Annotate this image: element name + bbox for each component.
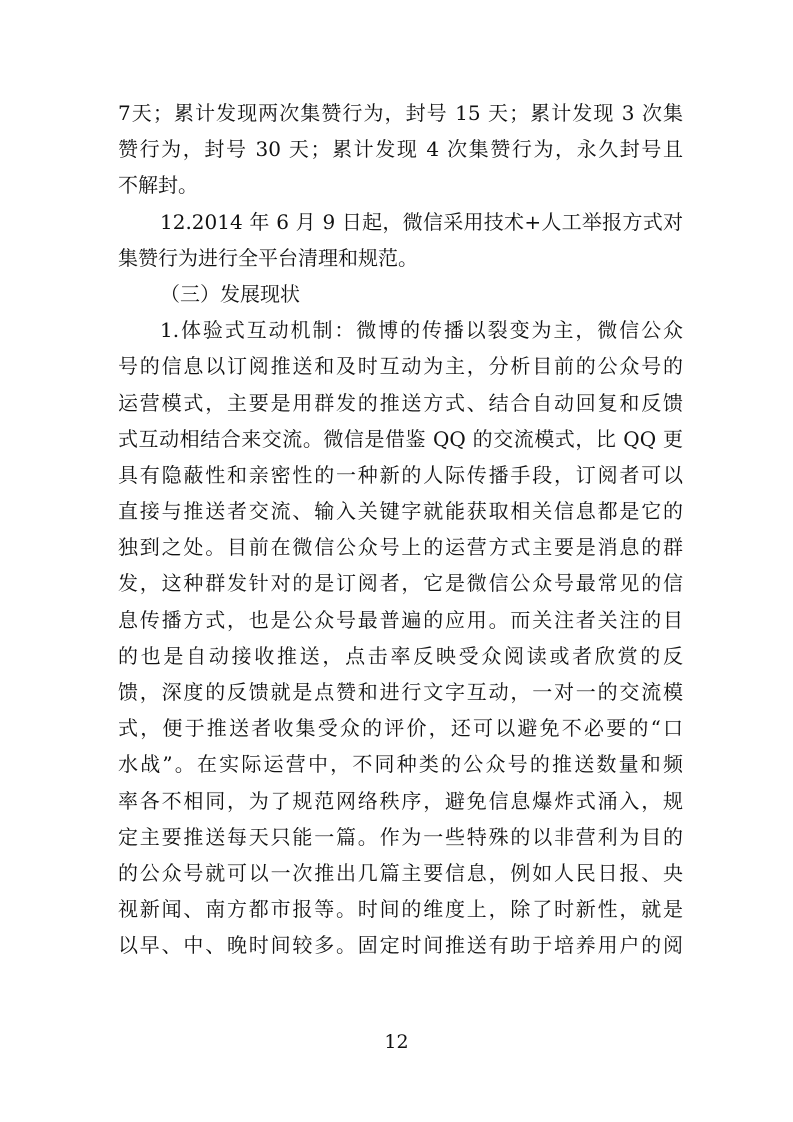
text-line: 馈，深度的反馈就是点赞和进行文字互动，一对一的交流模 — [118, 680, 683, 704]
text-line: 式互动相结合来交流。微信是借鉴 QQ 的交流模式，比 QQ 更 — [118, 426, 683, 451]
page-number: 12 — [384, 1031, 409, 1053]
text-line: 运营模式，主要是用群发的推送方式、结合自动回复和反馈 — [118, 390, 683, 415]
text-line: 发，这种群发针对的是订阅者，它是微信公众号最常见的信 — [118, 571, 683, 596]
text-line: 直接与推送者交流、输入关键字就能获取相关信息都是它的 — [118, 499, 683, 524]
paragraph-item-12 — [118, 204, 683, 276]
document-body — [118, 95, 683, 964]
text-line: 息传播方式，也是公众号最普遍的应用。而关注者关注的目 — [118, 607, 683, 632]
text-line: 赞行为，封号 30 天；累计发现 4 次集赞行为，永久封号且 — [118, 137, 683, 162]
text-line: 视新闻、南方都市报等。时间的维度上，除了时新性，就是 — [118, 897, 683, 922]
text-line: 具有隐蔽性和亲密性的一种新的人际传播手段，订阅者可以 — [118, 462, 683, 487]
text-line: 集赞行为进行全平台清理和规范。 — [118, 245, 418, 270]
paragraph-ban-rules — [118, 95, 683, 204]
text-line: 的公众号就可以一次推出几篇主要信息，例如人民日报、央 — [118, 860, 683, 885]
text-line: 水战”。在实际运营中，不同种类的公众号的推送数量和频 — [118, 752, 683, 777]
text-line: 独到之处。目前在微信公众号上的运营方式主要是消息的群 — [118, 535, 683, 560]
text-line: 以早、中、晚时间较多。固定时间推送有助于培养用户的阅 — [118, 933, 683, 958]
text-line: 率各不相同，为了规范网络秩序，避免信息爆炸式涌入，规 — [118, 788, 683, 813]
text-line: 不解封。 — [118, 173, 198, 198]
text-line: 式，便于推送者收集受众的评价，还可以避免不必要的“口 — [118, 716, 683, 741]
text-line: 的也是自动接收推送，点击率反映受众阅读或者欣赏的反 — [118, 643, 683, 668]
text-line: 定主要推送每天只能一篇。作为一些特殊的以非营利为目的 — [118, 824, 683, 849]
text-line: 1.体验式互动机制：微博的传播以裂变为主，微信公众 — [160, 318, 683, 343]
text-line: 7天；累计发现两次集赞行为，封号 15 天；累计发现 3 次集 — [118, 101, 683, 125]
paragraph-interaction-mechanism — [118, 312, 683, 963]
text-line: 12.2014 年 6 月 9 日起，微信采用技术+人工举报方式对 — [160, 209, 683, 234]
section-heading — [118, 276, 683, 312]
text-line: 号的信息以订阅推送和及时互动为主，分析目前的公众号的 — [118, 354, 683, 379]
section-heading-text: （三）发展现状 — [160, 281, 300, 306]
